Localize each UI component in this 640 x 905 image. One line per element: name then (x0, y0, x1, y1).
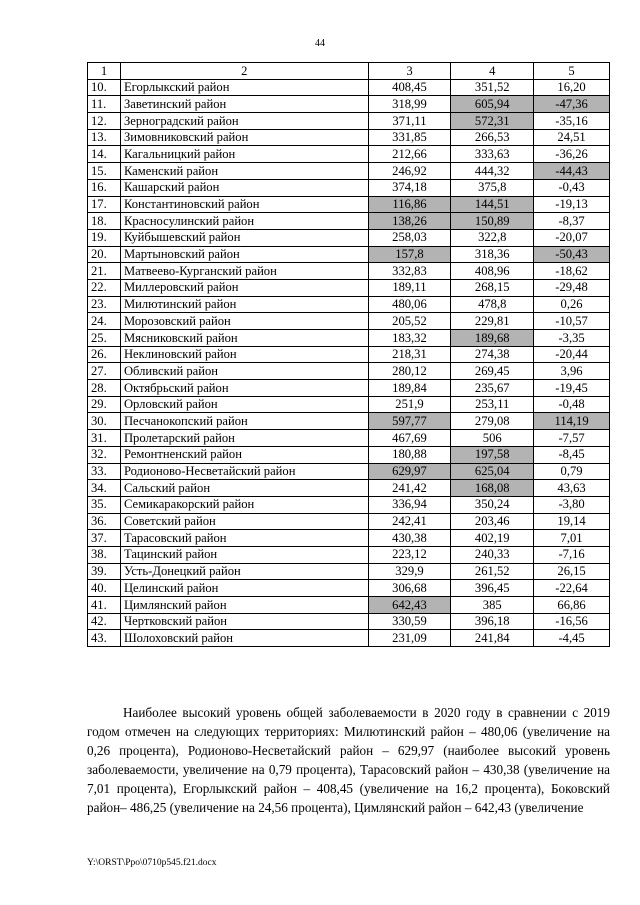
summary-paragraph (87, 703, 610, 817)
value-col4: 408,96 (451, 263, 534, 280)
table-row (88, 630, 610, 647)
value-col4: 478,8 (451, 296, 534, 313)
table-row (88, 496, 610, 513)
district-name: Матвеево-Курганский район (120, 263, 368, 280)
value-col5: 43,63 (534, 480, 610, 497)
row-number: 39. (88, 563, 121, 580)
value-col5: 24,51 (534, 129, 610, 146)
value-col4: 318,36 (451, 246, 534, 263)
value-col3: 218,31 (368, 346, 451, 363)
district-name: Зерноградский район (120, 113, 368, 130)
table-row (88, 513, 610, 530)
district-name: Пролетарский район (120, 430, 368, 447)
district-name: Тацинский район (120, 546, 368, 563)
table-row (88, 146, 610, 163)
district-name: Цимлянский район (120, 597, 368, 614)
table-row (88, 96, 610, 113)
value-col5: -19,45 (534, 380, 610, 397)
value-col4: 253,11 (451, 396, 534, 413)
value-col3: 183,32 (368, 330, 451, 347)
value-col4: 268,15 (451, 279, 534, 296)
value-col4: 402,19 (451, 530, 534, 547)
value-col5: -10,57 (534, 313, 610, 330)
district-name: Мясниковский район (120, 330, 368, 347)
value-col4: 605,94 (451, 96, 534, 113)
value-col3: 330,59 (368, 613, 451, 630)
column-header: 4 (451, 63, 534, 80)
row-number: 15. (88, 163, 121, 180)
row-number: 42. (88, 613, 121, 630)
value-col4: 189,68 (451, 330, 534, 347)
district-name: Каменский район (120, 163, 368, 180)
value-col4: 274,38 (451, 346, 534, 363)
value-col3: 180,88 (368, 446, 451, 463)
row-number: 18. (88, 213, 121, 230)
value-col4: 269,45 (451, 363, 534, 380)
value-col4: 506 (451, 430, 534, 447)
row-number: 19. (88, 229, 121, 246)
morbidity-table (87, 62, 610, 647)
table-row (88, 163, 610, 180)
value-col3: 212,66 (368, 146, 451, 163)
district-name: Ремонтненский район (120, 446, 368, 463)
table-row (88, 380, 610, 397)
value-col4: 396,45 (451, 580, 534, 597)
value-col3: 246,92 (368, 163, 451, 180)
value-col5: -19,13 (534, 196, 610, 213)
row-number: 24. (88, 313, 121, 330)
table-row (88, 279, 610, 296)
value-col3: 258,03 (368, 229, 451, 246)
row-number: 23. (88, 296, 121, 313)
value-col5: -29,48 (534, 279, 610, 296)
value-col4: 241,84 (451, 630, 534, 647)
district-name: Миллеровский район (120, 279, 368, 296)
value-col4: 444,32 (451, 163, 534, 180)
row-number: 29. (88, 396, 121, 413)
table-row (88, 246, 610, 263)
page-number: 44 (315, 38, 325, 49)
value-col5: -8,37 (534, 213, 610, 230)
value-col5: -44,43 (534, 163, 610, 180)
value-col3: 189,11 (368, 279, 451, 296)
value-col3: 189,84 (368, 380, 451, 397)
district-name: Мартыновский район (120, 246, 368, 263)
value-col5: -22,64 (534, 580, 610, 597)
value-col5: 0,79 (534, 463, 610, 480)
value-col5: 114,19 (534, 413, 610, 430)
value-col3: 231,09 (368, 630, 451, 647)
district-name: Константиновский район (120, 196, 368, 213)
table-header-row (88, 63, 610, 80)
value-col5: -8,45 (534, 446, 610, 463)
value-col5: -3,35 (534, 330, 610, 347)
value-col3: 280,12 (368, 363, 451, 380)
value-col5: 16,20 (534, 79, 610, 96)
district-name: Усть-Донецкий район (120, 563, 368, 580)
table-row (88, 613, 610, 630)
file-path-footer: Y:\ORST\Ppo\0710p545.f21.docx (87, 858, 217, 868)
summary-text: Наиболее высокий уровень общей заболеваемости в 2020 году в сравнении с 2019 годом отмечен на следующих территориях: Милютинский район – 480,06 (увеличение на 0,26 процента), Родионово-Несветайский район – 629,97 (наиболее высокий уровень заболеваемости, увеличение на 0,79 процента), Тарасовский район – 430,38 (увеличение на 7,01 процента), Егорлыкский район – 408,45 (увеличение на 16,2 процента), Боковский район– 486,25 (увеличение на 24,56 процента), Цимлянский район – 642,43 (увеличение (87, 705, 610, 815)
value-col5: -0,48 (534, 396, 610, 413)
value-col3: 629,97 (368, 463, 451, 480)
value-col4: 150,89 (451, 213, 534, 230)
row-number: 43. (88, 630, 121, 647)
row-number: 21. (88, 263, 121, 280)
value-col3: 223,12 (368, 546, 451, 563)
value-col4: 279,08 (451, 413, 534, 430)
row-number: 35. (88, 496, 121, 513)
value-col5: 26,15 (534, 563, 610, 580)
value-col5: -7,57 (534, 430, 610, 447)
value-col5: 0,26 (534, 296, 610, 313)
row-number: 41. (88, 597, 121, 614)
column-header: 3 (368, 63, 451, 80)
table-row (88, 196, 610, 213)
row-number: 33. (88, 463, 121, 480)
column-header: 2 (120, 63, 368, 80)
table-row (88, 597, 610, 614)
value-col3: 331,85 (368, 129, 451, 146)
value-col5: -35,16 (534, 113, 610, 130)
district-name: Куйбышевский район (120, 229, 368, 246)
value-col3: 642,43 (368, 597, 451, 614)
table-row (88, 446, 610, 463)
row-number: 26. (88, 346, 121, 363)
value-col5: 66,86 (534, 597, 610, 614)
value-col4: 240,33 (451, 546, 534, 563)
table-row (88, 229, 610, 246)
value-col4: 572,31 (451, 113, 534, 130)
district-name: Орловский район (120, 396, 368, 413)
value-col3: 332,83 (368, 263, 451, 280)
district-name: Милютинский район (120, 296, 368, 313)
district-name: Целинский район (120, 580, 368, 597)
row-number: 40. (88, 580, 121, 597)
row-number: 20. (88, 246, 121, 263)
value-col4: 203,46 (451, 513, 534, 530)
value-col3: 430,38 (368, 530, 451, 547)
row-number: 32. (88, 446, 121, 463)
row-number: 11. (88, 96, 121, 113)
value-col5: -47,36 (534, 96, 610, 113)
value-col4: 144,51 (451, 196, 534, 213)
row-number: 34. (88, 480, 121, 497)
table-row (88, 413, 610, 430)
table-row (88, 113, 610, 130)
district-name: Чертковский район (120, 613, 368, 630)
value-col3: 138,26 (368, 213, 451, 230)
district-name: Советский район (120, 513, 368, 530)
table-row (88, 346, 610, 363)
table-row (88, 396, 610, 413)
value-col4: 197,58 (451, 446, 534, 463)
district-name: Кашарский район (120, 179, 368, 196)
value-col5: -0,43 (534, 179, 610, 196)
value-col4: 385 (451, 597, 534, 614)
table-row (88, 363, 610, 380)
value-col4: 396,18 (451, 613, 534, 630)
district-name: Октябрьский район (120, 380, 368, 397)
table-row (88, 296, 610, 313)
district-name: Зимовниковский район (120, 129, 368, 146)
column-header: 5 (534, 63, 610, 80)
district-name: Сальский район (120, 480, 368, 497)
row-number: 27. (88, 363, 121, 380)
value-col4: 625,04 (451, 463, 534, 480)
table-row (88, 530, 610, 547)
row-number: 14. (88, 146, 121, 163)
row-number: 12. (88, 113, 121, 130)
table-row (88, 580, 610, 597)
value-col5: 7,01 (534, 530, 610, 547)
district-name: Неклиновский район (120, 346, 368, 363)
value-col3: 251,9 (368, 396, 451, 413)
value-col5: -50,43 (534, 246, 610, 263)
row-number: 31. (88, 430, 121, 447)
table-row (88, 330, 610, 347)
table-row (88, 313, 610, 330)
value-col3: 467,69 (368, 430, 451, 447)
value-col3: 318,99 (368, 96, 451, 113)
table-row (88, 546, 610, 563)
district-name: Семикаракорский район (120, 496, 368, 513)
table-row (88, 463, 610, 480)
table-row (88, 179, 610, 196)
district-name: Тарасовский район (120, 530, 368, 547)
value-col3: 241,42 (368, 480, 451, 497)
row-number: 10. (88, 79, 121, 96)
table-row (88, 213, 610, 230)
value-col5: -36,26 (534, 146, 610, 163)
value-col4: 351,52 (451, 79, 534, 96)
row-number: 17. (88, 196, 121, 213)
district-name: Песчанокопский район (120, 413, 368, 430)
value-col4: 350,24 (451, 496, 534, 513)
row-number: 22. (88, 279, 121, 296)
value-col3: 306,68 (368, 580, 451, 597)
value-col5: -20,44 (534, 346, 610, 363)
row-number: 25. (88, 330, 121, 347)
row-number: 28. (88, 380, 121, 397)
value-col5: 19,14 (534, 513, 610, 530)
value-col4: 333,63 (451, 146, 534, 163)
value-col3: 157,8 (368, 246, 451, 263)
value-col5: -7,16 (534, 546, 610, 563)
table-row (88, 79, 610, 96)
value-col3: 242,41 (368, 513, 451, 530)
table-row (88, 129, 610, 146)
value-col5: 3,96 (534, 363, 610, 380)
value-col4: 229,81 (451, 313, 534, 330)
value-col3: 336,94 (368, 496, 451, 513)
value-col3: 329,9 (368, 563, 451, 580)
row-number: 16. (88, 179, 121, 196)
value-col3: 374,18 (368, 179, 451, 196)
value-col3: 116,86 (368, 196, 451, 213)
district-name: Кагальницкий район (120, 146, 368, 163)
row-number: 13. (88, 129, 121, 146)
district-name: Егорлыкский район (120, 79, 368, 96)
value-col5: -3,80 (534, 496, 610, 513)
district-name: Морозовский район (120, 313, 368, 330)
column-header: 1 (88, 63, 121, 80)
value-col3: 597,77 (368, 413, 451, 430)
district-name: Обливский район (120, 363, 368, 380)
district-name: Шолоховский район (120, 630, 368, 647)
value-col3: 408,45 (368, 79, 451, 96)
value-col5: -16,56 (534, 613, 610, 630)
table-row (88, 563, 610, 580)
value-col4: 322,8 (451, 229, 534, 246)
district-name: Родионово-Несветайский район (120, 463, 368, 480)
value-col4: 375,8 (451, 179, 534, 196)
value-col5: -18,62 (534, 263, 610, 280)
table-row (88, 480, 610, 497)
value-col3: 371,11 (368, 113, 451, 130)
value-col3: 480,06 (368, 296, 451, 313)
value-col4: 266,53 (451, 129, 534, 146)
district-name: Заветинский район (120, 96, 368, 113)
value-col4: 168,08 (451, 480, 534, 497)
value-col3: 205,52 (368, 313, 451, 330)
table-row (88, 263, 610, 280)
table-row (88, 430, 610, 447)
value-col5: -4,45 (534, 630, 610, 647)
value-col4: 235,67 (451, 380, 534, 397)
row-number: 36. (88, 513, 121, 530)
row-number: 38. (88, 546, 121, 563)
value-col4: 261,52 (451, 563, 534, 580)
district-name: Красносулинский район (120, 213, 368, 230)
row-number: 37. (88, 530, 121, 547)
value-col5: -20,07 (534, 229, 610, 246)
row-number: 30. (88, 413, 121, 430)
